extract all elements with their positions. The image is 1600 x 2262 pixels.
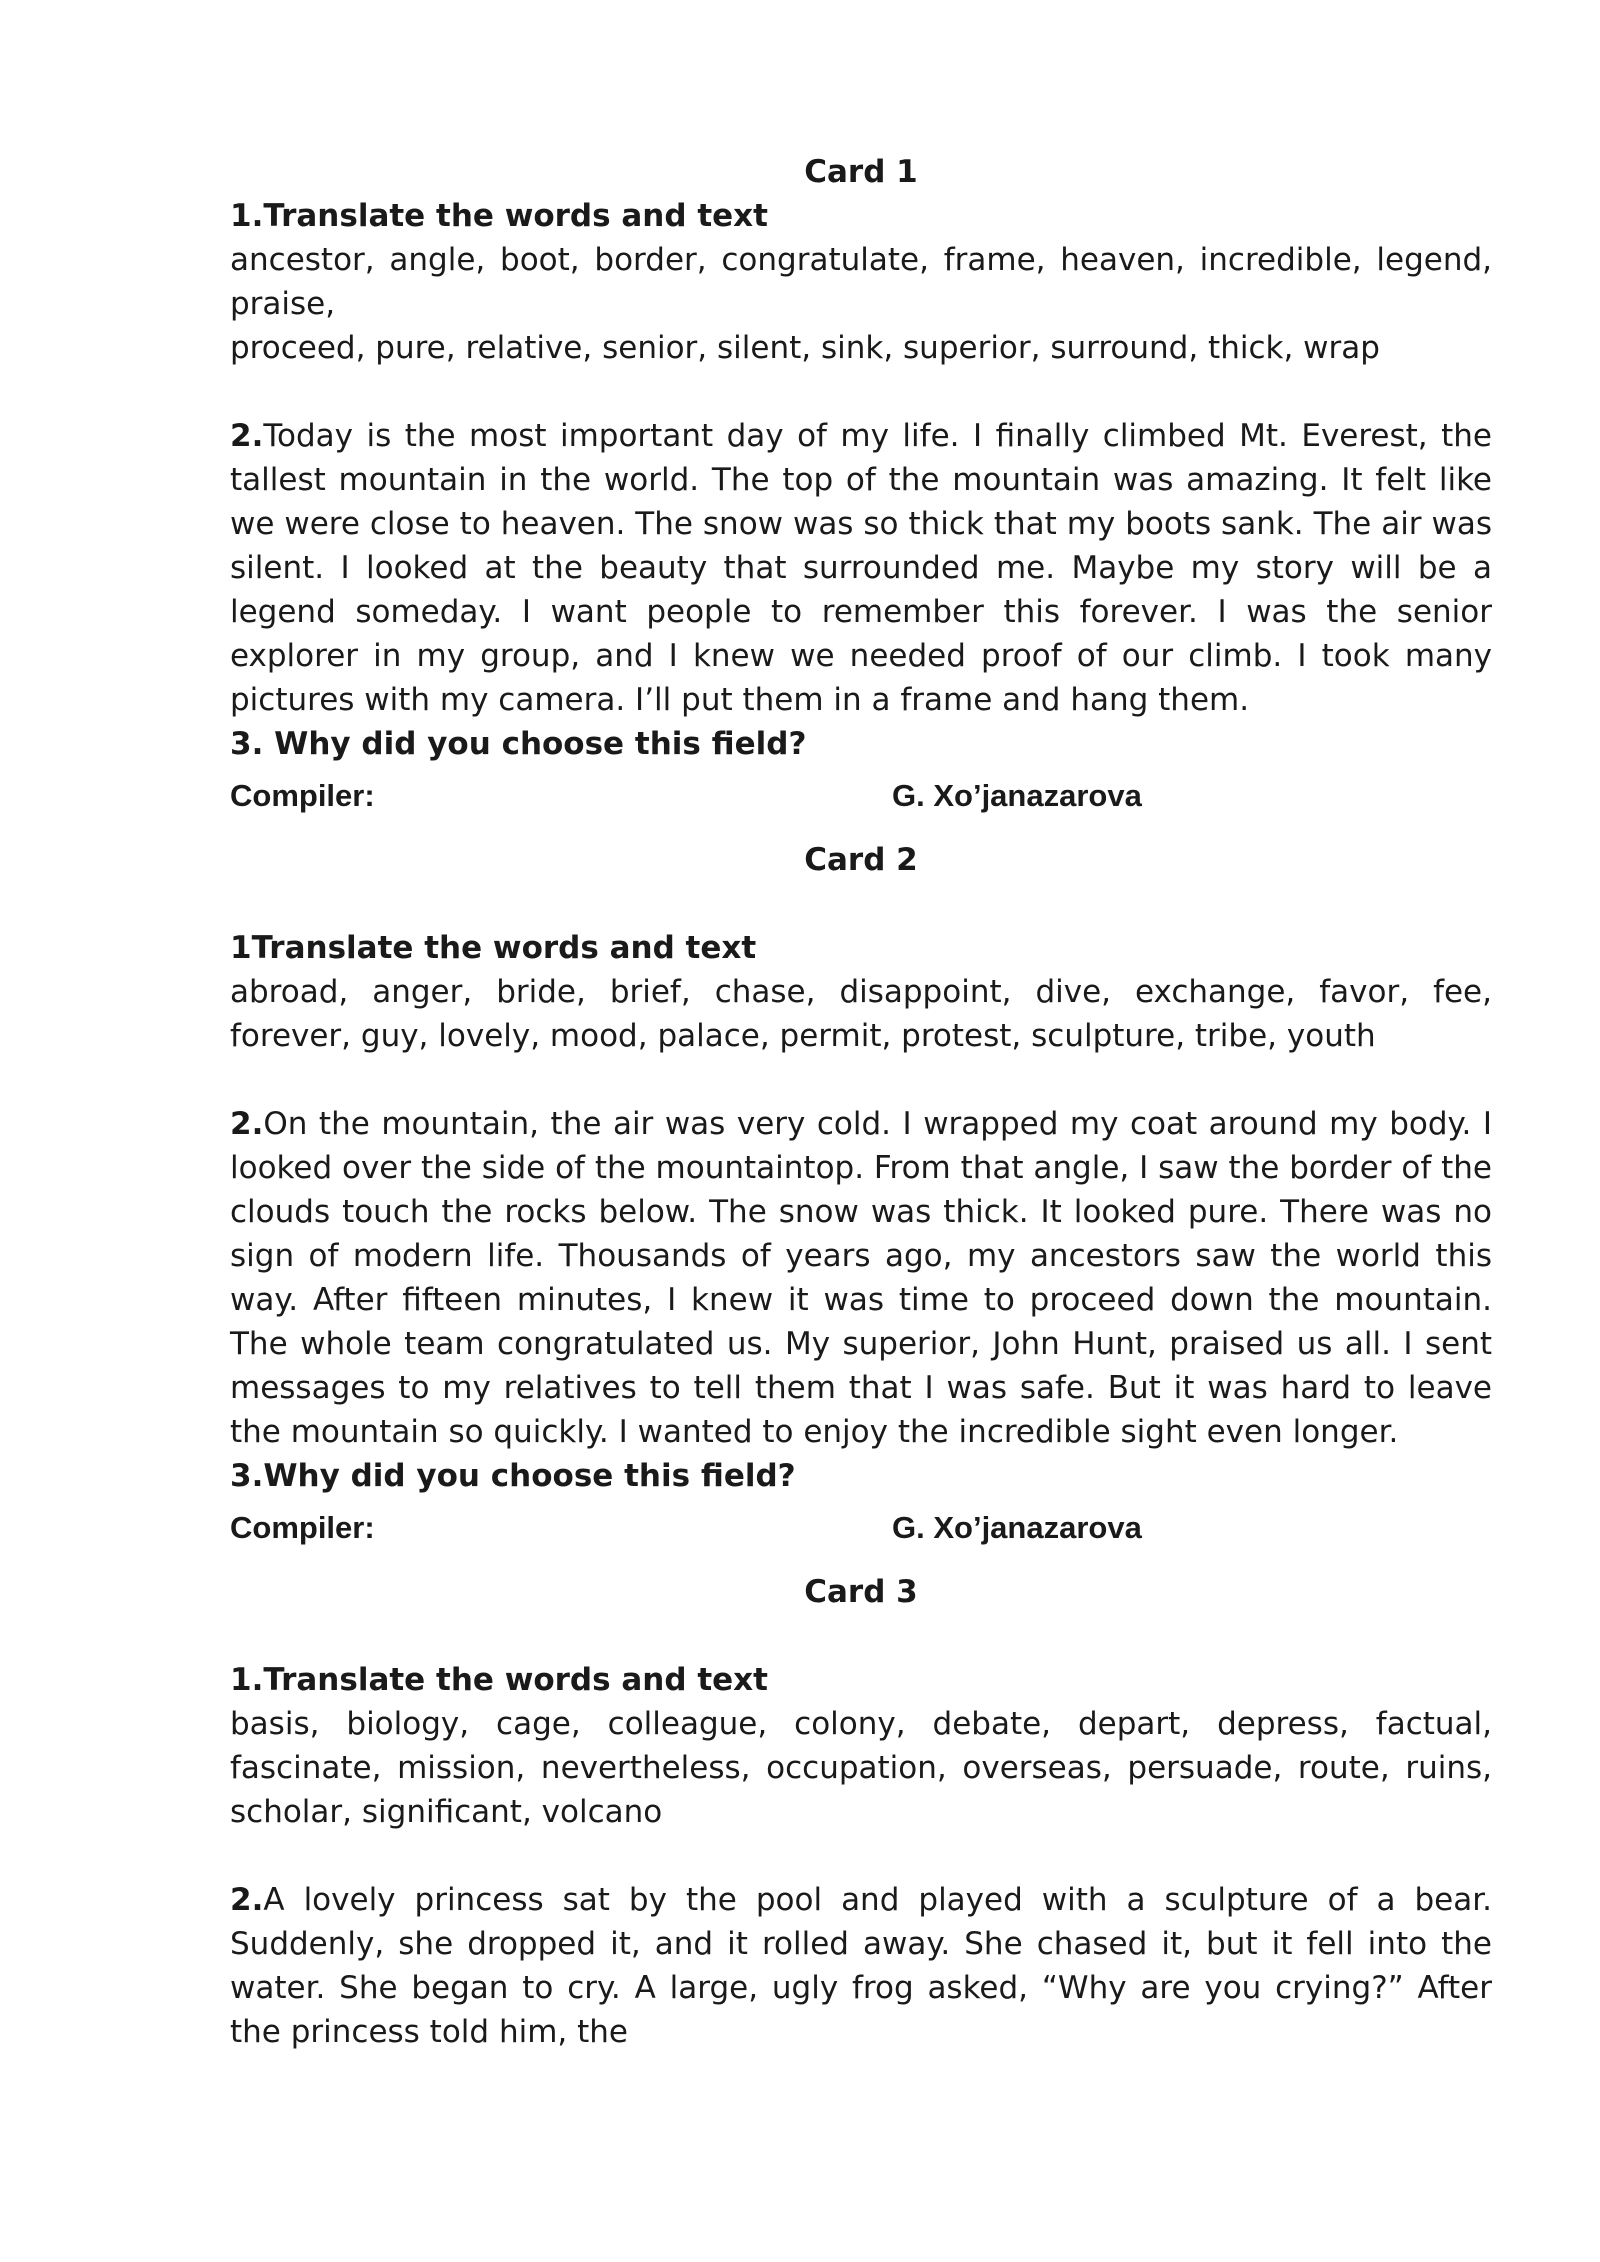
card-title: Card 1 xyxy=(804,154,918,190)
compiler-name: G. Xo’janazarova xyxy=(892,778,1142,813)
task-2-body: Today is the most important day of my life. I finally climbed Mt. Everest, the tallest mountain in the world. The top of the mountain was amazing. It felt like we were close to heaven. The snow was so thick that my boots sank. The air was silent. I looked at the beauty that surrounded me. Maybe my story will be a legend someday. I want people to remember this forever. I was the senior explorer in my group, and I knew we needed proof of our climb. I took many pictures with my camera. I’ll put them in a frame and hang them. xyxy=(230,418,1492,718)
compiler-line xyxy=(230,774,1492,818)
word-list: basis, biology, cage, colleague, colony, debate, depart, depress, factual, fascinate, mission, nevertheless, occupation, overseas, persuade, route, ruins, scholar, significant, volcano xyxy=(230,1706,1492,1830)
card-title: Card 3 xyxy=(804,1574,918,1610)
task-3-question: 3. Why did you choose this field? xyxy=(230,726,807,762)
card-title: Card 2 xyxy=(804,842,918,878)
task-2-number: 2. xyxy=(230,1882,264,1918)
word-list xyxy=(230,238,1492,370)
task-2-body: A lovely princess sat by the pool and played with a sculpture of a bear. Suddenly, she dropped it, and it rolled away. She chased it, but it fell into the water. She began to cry. A large, ugly frog asked, “Why are you crying?” After the princess told him, the xyxy=(230,1882,1492,2050)
word-list: abroad, anger, bride, brief, chase, disappoint, dive, exchange, favor, fee, forever, guy, lovely, mood, palace, permit, protest, sculpture, tribe, youth xyxy=(230,974,1492,1054)
task-1-heading: 1Translate the words and text xyxy=(230,930,757,966)
word-list-line-1: ancestor, angle, boot, border, congratulate, frame, heaven, incredible, legend, praise, xyxy=(230,242,1492,322)
card-2 xyxy=(230,838,1492,1550)
task-2-text xyxy=(230,1102,1492,1454)
card-3 xyxy=(230,1570,1492,2054)
task-1-heading: 1.Translate the words and text xyxy=(230,1662,768,1698)
card-1 xyxy=(230,150,1492,818)
document-page xyxy=(230,150,1492,2054)
compiler-name: G. Xo’janazarova xyxy=(892,1510,1142,1545)
task-2-number: 2. xyxy=(230,1106,264,1142)
task-3-question: 3.Why did you choose this field? xyxy=(230,1458,796,1494)
task-2-text xyxy=(230,1878,1492,2054)
task-1-heading: 1.Translate the words and text xyxy=(230,198,768,234)
task-2-body: On the mountain, the air was very cold. I wrapped my coat around my body. I looked over the side of the mountaintop. From that angle, I saw the border of the clouds touch the rocks below. The snow was thick. It looked pure. There was no sign of modern life. Thousands of years ago, my ancestors saw the world this way. After fifteen minutes, I knew it was time to proceed down the mountain. The whole team congratulated us. My superior, John Hunt, praised us all. I sent messages to my relatives to tell them that I was safe. But it was hard to leave the mountain so quickly. I wanted to enjoy the incredible sight even longer. xyxy=(230,1106,1492,1450)
compiler-line xyxy=(230,1506,1492,1550)
compiler-label: Compiler: xyxy=(230,1510,375,1545)
task-2-number: 2. xyxy=(230,418,264,454)
compiler-label: Compiler: xyxy=(230,778,375,813)
word-list-line-2: proceed, pure, relative, senior, silent, sink, superior, surround, thick, wrap xyxy=(230,330,1380,366)
task-2-text xyxy=(230,414,1492,722)
